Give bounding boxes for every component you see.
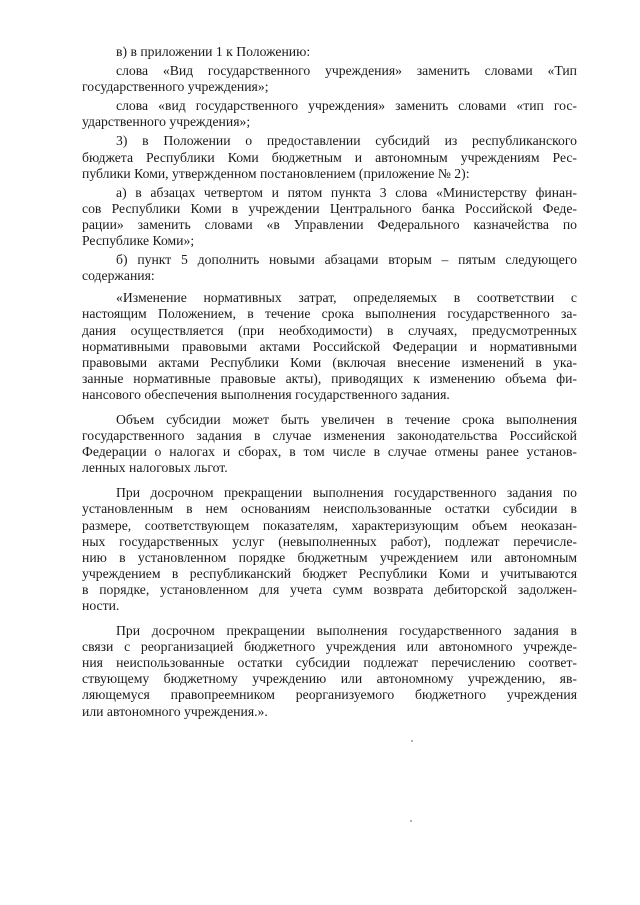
paragraph-p1 (82, 44, 577, 60)
paragraph-p9 (82, 485, 577, 614)
scan-speck (410, 820, 412, 822)
text-line: При досрочном прекращении выполнения государственного задания в (116, 623, 577, 639)
scan-speck (411, 740, 413, 742)
text-line: Федерации о налогах и сборах, в том числе в случае отмены ранее установ- (82, 444, 577, 460)
text-line: ния неиспользованные остатки субсидии подлежат перечислению соответ- (82, 655, 577, 671)
text-line: размере, соответствующем показателям, характеризующим объем неоказан- (82, 517, 577, 533)
text-line: занные нормативные правовые акты), приводящих к изменению объема фи- (82, 370, 577, 386)
paragraph-p3 (82, 98, 577, 130)
text-line: связи с реорганизацией бюджетного учреждения или автономного учрежде- (82, 639, 577, 655)
text-line: ности. (82, 598, 120, 613)
text-line: государственного задания в случае изменения законодательства Российской (82, 428, 577, 444)
text-line: слова «Вид государственного учреждения» заменить словами «Тип (116, 63, 577, 79)
text-line: нормативными правовыми актами Российской Федерации и нормативными (82, 338, 577, 354)
paragraph-p8 (82, 412, 577, 476)
text-line: При досрочном прекращении выполнения государственного задания по (116, 485, 577, 501)
text-line: нансового обеспечения выполнения государственного задания. (82, 386, 450, 402)
text-line: Республике Коми»; (82, 233, 195, 249)
text-line: в) в приложении 1 к Положению: (116, 44, 311, 59)
paragraph-p6 (82, 252, 577, 284)
text-line: б) пункт 5 дополнить новыми абзацами вторым – пятым следующего (116, 252, 577, 268)
text-line: а) в абзацах четвертом и пятом пункта 3 слова «Министерству финан- (116, 184, 577, 200)
text-line: Объем субсидии может быть увеличен в течение срока выполнения (116, 411, 577, 427)
text-line: бюджета Республики Коми бюджетным и автономным учреждениям Рес- (82, 149, 577, 165)
text-line: государственного учреждения»; (82, 79, 269, 95)
paragraph-p10 (82, 623, 577, 720)
paragraph-p7 (82, 290, 577, 403)
text-line: ляющемуся правопреемником реорганизуемого бюджетного учреждения (82, 687, 577, 703)
text-line: учреждением в республиканский бюджет Республики Коми и учитываются (82, 565, 577, 581)
text-line: ленных налоговых льгот. (82, 460, 228, 476)
text-line: рации» заменить словами «в Управлении Федерального казначейства по (82, 216, 577, 232)
text-line: или автономного учреждения.». (82, 703, 268, 719)
text-line: установленным в нем основаниям неиспользованные остатки субсидии в (82, 501, 577, 517)
text-line: правовыми актами Республики Коми (включая внесение изменений в ука- (82, 354, 577, 370)
text-line: в порядке, установленном для учета сумм возврата дебиторской задолжен- (82, 581, 577, 597)
text-line: сов Республики Коми в учреждении Центрального банка Российской Феде- (82, 200, 577, 216)
text-line: настоящим Положением, в течение срока выполнения государственного за- (82, 306, 577, 322)
paragraph-p4 (82, 133, 577, 181)
paragraph-p5 (82, 185, 577, 249)
text-line: слова «вид государственного учреждения» заменить словами «тип гос- (116, 98, 577, 114)
paragraph-p2 (82, 63, 577, 95)
text-line: ных государственных услуг (невыполненных работ), подлежат перечисле- (82, 533, 577, 549)
text-line: «Изменение нормативных затрат, определяемых в соответствии с (116, 290, 577, 306)
text-line: нию в установленном порядке бюджетным учреждением или автономным (82, 549, 577, 565)
text-line: ударственного учреждения»; (82, 114, 251, 130)
text-line: дания осуществляется (при необходимости) в случаях, предусмотренных (82, 322, 577, 338)
text-line: 3) в Положении о предоставлении субсидий из республиканского (116, 133, 577, 149)
text-line: публики Коми, утвержденном постановлением (приложение № 2): (82, 165, 470, 181)
document-page (82, 44, 577, 720)
text-line: содержания: (82, 268, 155, 284)
text-line: ствующему бюджетному учреждению или автономному учреждению, яв- (82, 671, 577, 687)
